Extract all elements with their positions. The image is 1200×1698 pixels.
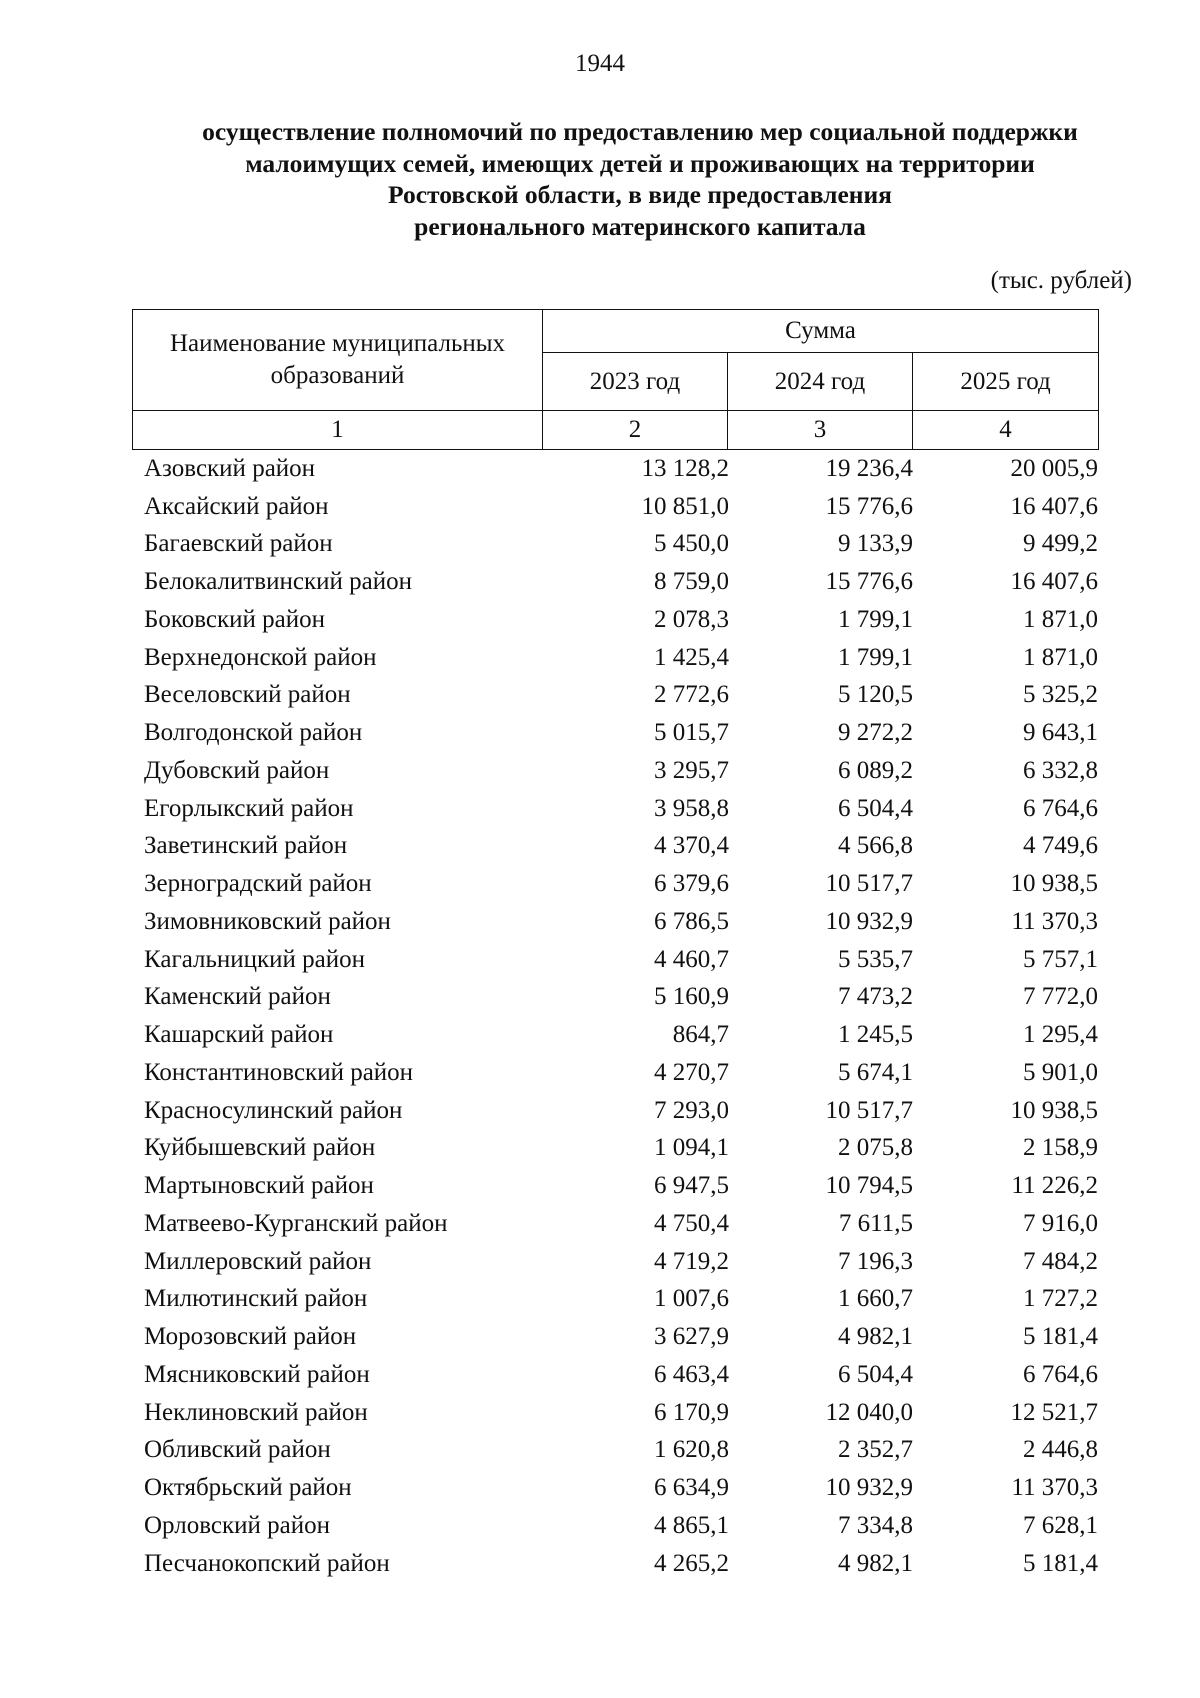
value-2024: 10 517,7 (825, 870, 913, 898)
value-2025: 20 005,9 (1010, 454, 1098, 482)
header-year-2023: 2023 год (543, 353, 728, 411)
value-2023: 1 094,1 (654, 1134, 729, 1162)
table-row (132, 1469, 1098, 1507)
value-2023: 864,7 (672, 1021, 729, 1049)
value-2025: 10 938,5 (1010, 1096, 1098, 1124)
table-row (132, 1130, 1098, 1168)
value-2023: 2 078,3 (654, 605, 729, 633)
municipality-name: Песчанокопский район (144, 1549, 390, 1577)
value-2024: 15 776,6 (825, 568, 913, 596)
value-2025: 5 901,0 (1023, 1058, 1098, 1086)
value-2023: 8 759,0 (654, 568, 729, 596)
value-2025: 16 407,6 (1010, 568, 1098, 596)
value-2025: 7 916,0 (1023, 1209, 1098, 1237)
value-2025: 5 181,4 (1023, 1323, 1098, 1351)
municipality-name: Октябрьский район (144, 1474, 352, 1502)
municipality-name: Константиновский район (144, 1058, 414, 1086)
table-row (132, 941, 1098, 979)
value-2025: 12 521,7 (1010, 1398, 1098, 1426)
units-label: (тыс. рублей) (990, 267, 1132, 294)
value-2024: 19 236,4 (825, 454, 913, 482)
value-2025: 1 871,0 (1023, 643, 1098, 671)
municipality-name: Мясниковский район (144, 1360, 370, 1388)
value-2025: 9 643,1 (1023, 719, 1098, 747)
table-row (132, 563, 1098, 601)
value-2025: 6 764,6 (1023, 1360, 1098, 1388)
table-header (132, 309, 1099, 450)
value-2024: 4 566,8 (838, 832, 913, 860)
value-2024: 2 075,8 (838, 1134, 913, 1162)
table-row (132, 601, 1098, 639)
municipality-name: Егорлыкский район (144, 794, 354, 822)
value-2025: 7 484,2 (1023, 1247, 1098, 1275)
value-2023: 5 450,0 (654, 530, 729, 558)
value-2024: 1 245,5 (838, 1021, 913, 1049)
municipality-name: Красносулинский район (144, 1096, 403, 1124)
value-2025: 7 628,1 (1023, 1511, 1098, 1539)
value-2024: 5 535,7 (838, 945, 913, 973)
value-2023: 6 634,9 (654, 1474, 729, 1502)
value-2024: 2 352,7 (838, 1436, 913, 1464)
value-2025: 11 370,3 (1011, 907, 1098, 935)
table-body (132, 450, 1098, 1583)
value-2025: 2 158,9 (1023, 1134, 1098, 1162)
table-row (132, 1356, 1098, 1394)
value-2024: 6 089,2 (838, 756, 913, 784)
municipality-name: Мартыновский район (144, 1172, 374, 1200)
municipality-name: Матвеево-Курганский район (144, 1209, 448, 1237)
value-2023: 2 772,6 (654, 681, 729, 709)
value-2023: 4 265,2 (654, 1549, 729, 1577)
value-2025: 1 727,2 (1023, 1285, 1098, 1313)
value-2024: 10 517,7 (825, 1096, 913, 1124)
value-2023: 13 128,2 (641, 454, 729, 482)
value-2023: 3 627,9 (654, 1323, 729, 1351)
column-number: 3 (728, 411, 913, 450)
value-2023: 7 293,0 (654, 1096, 729, 1124)
value-2023: 1 425,4 (654, 643, 729, 671)
municipality-name: Боковский район (144, 605, 325, 633)
value-2024: 5 674,1 (838, 1058, 913, 1086)
value-2023: 6 463,4 (654, 1360, 729, 1388)
table-row (132, 714, 1098, 752)
value-2025: 11 370,3 (1011, 1474, 1098, 1502)
value-2025: 9 499,2 (1023, 530, 1098, 558)
municipality-name: Волгодонской район (144, 719, 363, 747)
municipality-name: Орловский район (144, 1511, 330, 1539)
municipality-name: Морозовский район (144, 1323, 357, 1351)
value-2024: 7 473,2 (838, 983, 913, 1011)
table-row (132, 752, 1098, 790)
municipality-name: Кагальницкий район (144, 945, 366, 973)
municipality-name: Зерноградский район (144, 870, 372, 898)
value-2025: 11 226,2 (1011, 1172, 1098, 1200)
municipality-name: Каменский район (144, 983, 331, 1011)
header-year-2025: 2025 год (913, 353, 1099, 411)
value-2025: 10 938,5 (1010, 870, 1098, 898)
table-row (132, 488, 1098, 526)
document-title (100, 116, 1180, 242)
table-row (132, 979, 1098, 1017)
value-2023: 5 015,7 (654, 719, 729, 747)
header-year-2024: 2024 год (728, 353, 913, 411)
value-2025: 7 772,0 (1023, 983, 1098, 1011)
municipality-name: Белокалитвинский район (144, 568, 412, 596)
municipality-name: Кашарский район (144, 1021, 334, 1049)
municipality-name: Заветинский район (144, 832, 348, 860)
municipality-name: Аксайский район (144, 492, 329, 520)
value-2025: 5 181,4 (1023, 1549, 1098, 1577)
table-row (132, 1318, 1098, 1356)
table-row (132, 639, 1098, 677)
table-row (132, 1205, 1098, 1243)
table-row (132, 1432, 1098, 1470)
table-row (132, 1167, 1098, 1205)
title-line: регионального материнского капитала (414, 211, 866, 241)
table-row (132, 1507, 1098, 1545)
municipality-name: Миллеровский район (144, 1247, 372, 1275)
page-number: 1944 (575, 50, 625, 77)
value-2024: 6 504,4 (838, 794, 913, 822)
value-2023: 6 379,6 (654, 870, 729, 898)
table-row (132, 903, 1098, 941)
column-number: 2 (543, 411, 728, 450)
value-2024: 1 799,1 (838, 605, 913, 633)
value-2025: 4 749,6 (1023, 832, 1098, 860)
municipality-name: Неклиновский район (144, 1398, 368, 1426)
value-2023: 3 958,8 (654, 794, 729, 822)
header-municipality-name: Наименование муниципальных образований (133, 310, 543, 411)
municipality-name: Багаевский район (144, 530, 333, 558)
table-row (132, 1281, 1098, 1319)
value-2025: 2 446,8 (1023, 1436, 1098, 1464)
value-2023: 4 719,2 (654, 1247, 729, 1275)
value-2023: 5 160,9 (654, 983, 729, 1011)
value-2024: 4 982,1 (838, 1323, 913, 1351)
table-row (132, 1016, 1098, 1054)
table-row (132, 1054, 1098, 1092)
municipality-name: Зимовниковский район (144, 907, 391, 935)
title-line: осуществление полномочий по предоставлению мер социальной поддержки (202, 117, 1078, 146)
value-2024: 1 660,7 (838, 1285, 913, 1313)
value-2024: 15 776,6 (825, 492, 913, 520)
value-2023: 4 270,7 (654, 1058, 729, 1086)
table-row (132, 677, 1098, 715)
value-2023: 10 851,0 (641, 492, 729, 520)
value-2024: 1 799,1 (838, 643, 913, 671)
value-2025: 6 332,8 (1023, 756, 1098, 784)
value-2023: 4 750,4 (654, 1209, 729, 1237)
value-2024: 5 120,5 (838, 681, 913, 709)
header-sum: Сумма (543, 310, 1099, 353)
value-2024: 9 272,2 (838, 719, 913, 747)
municipality-name: Обливский район (144, 1436, 331, 1464)
value-2024: 10 932,9 (825, 907, 913, 935)
municipality-name: Милютинский район (144, 1285, 368, 1313)
value-2023: 6 786,5 (654, 907, 729, 935)
value-2023: 4 460,7 (654, 945, 729, 973)
value-2023: 4 370,4 (654, 832, 729, 860)
value-2024: 10 932,9 (825, 1474, 913, 1502)
municipality-name: Дубовский район (144, 756, 330, 784)
value-2023: 6 170,9 (654, 1398, 729, 1426)
value-2025: 5 325,2 (1023, 681, 1098, 709)
value-2025: 6 764,6 (1023, 794, 1098, 822)
table-row (132, 526, 1098, 564)
value-2024: 7 611,5 (838, 1209, 913, 1237)
table-row (132, 1092, 1098, 1130)
municipality-name: Веселовский район (144, 681, 351, 709)
column-number: 4 (913, 411, 1099, 450)
value-2024: 6 504,4 (838, 1360, 913, 1388)
value-2024: 10 794,5 (825, 1172, 913, 1200)
municipality-name: Куйбышевский район (144, 1134, 376, 1162)
value-2025: 1 295,4 (1023, 1021, 1098, 1049)
table-row (132, 1394, 1098, 1432)
title-line: Ростовской области, в виде предоставления (388, 180, 892, 209)
value-2025: 16 407,6 (1010, 492, 1098, 520)
value-2024: 7 196,3 (838, 1247, 913, 1275)
value-2023: 6 947,5 (654, 1172, 729, 1200)
value-2024: 7 334,8 (838, 1511, 913, 1539)
column-number: 1 (133, 411, 543, 450)
value-2024: 9 133,9 (838, 530, 913, 558)
municipality-name: Верхнедонской район (144, 643, 377, 671)
value-2025: 1 871,0 (1023, 605, 1098, 633)
table-row (132, 828, 1098, 866)
value-2024: 4 982,1 (838, 1549, 913, 1577)
title-line: малоимущих семей, имеющих детей и проживающих на территории (245, 148, 1035, 178)
table-row (132, 790, 1098, 828)
value-2023: 4 865,1 (654, 1511, 729, 1539)
municipality-name: Азовский район (144, 454, 316, 482)
value-2023: 1 620,8 (654, 1436, 729, 1464)
table-row (132, 865, 1098, 903)
table-row (132, 450, 1098, 488)
table-row (132, 1545, 1098, 1583)
value-2023: 1 007,6 (654, 1285, 729, 1313)
value-2025: 5 757,1 (1023, 945, 1098, 973)
value-2024: 12 040,0 (825, 1398, 913, 1426)
value-2023: 3 295,7 (654, 756, 729, 784)
table-row (132, 1243, 1098, 1281)
